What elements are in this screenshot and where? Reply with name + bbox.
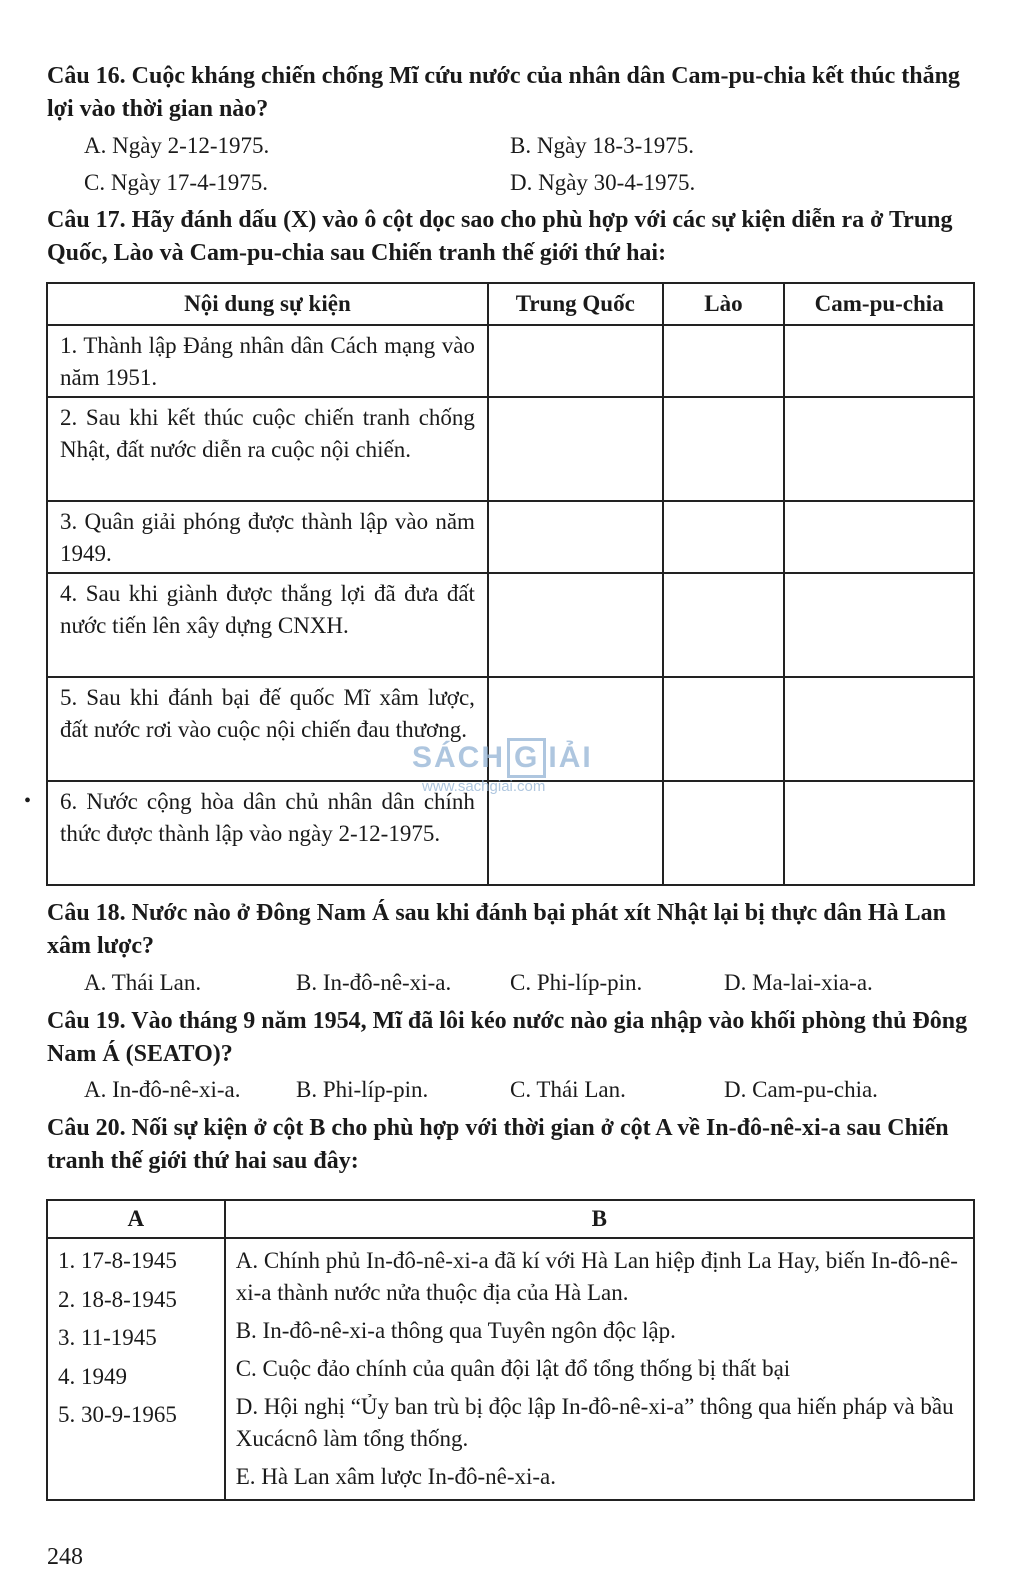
q20-header-row [47, 1200, 974, 1238]
q20-event-b: B. In-đô-nê-xi-a thông qua Tuyên ngôn độc lập. [235, 1318, 676, 1343]
table-row [47, 397, 974, 501]
q17-cell-laos[interactable] [663, 677, 785, 781]
q17-cell-china[interactable] [488, 397, 663, 501]
q17-header-row [47, 283, 974, 325]
q16-option-a: A. Ngày 2-12-1975. [84, 133, 270, 158]
q20-event-c: C. Cuộc đảo chính của quân đội lật đổ tổng thống bị thất bại [235, 1356, 791, 1381]
q17-row-6-text: 6. Nước cộng hòa dân chủ nhân dân chính thức được thành lập vào ngày 2-12-1975. [47, 781, 488, 885]
q17-cell-cambodia[interactable] [784, 397, 974, 501]
q19-option-c: C. Thái Lan. [510, 1077, 626, 1102]
q16-option-b: B. Ngày 18-3-1975. [510, 133, 694, 158]
q17-header-content: Nội dung sự kiện [47, 283, 488, 325]
q20-table [46, 1199, 975, 1501]
q19-option-d: D. Cam-pu-chia. [724, 1077, 878, 1102]
q20-column-a [47, 1238, 225, 1500]
table-row [47, 501, 974, 573]
q17-cell-china[interactable] [488, 781, 663, 885]
margin-dot: • [24, 790, 32, 812]
q20-date-2: 2. 18-8-1945 [58, 1286, 177, 1312]
q17-cell-laos[interactable] [663, 573, 785, 677]
q18-option-a: A. Thái Lan. [84, 970, 202, 995]
q20-column-b [225, 1238, 974, 1500]
q19-option-b: B. Phi-líp-pin. [296, 1077, 429, 1102]
q20-event-d: D. Hội nghị “Ủy ban trù bị độc lập In-đô-nê-xi-a” thông qua hiến pháp và bầu Xucácnô làm tổng thống. [235, 1394, 954, 1451]
q17-cell-cambodia[interactable] [784, 325, 974, 397]
watermark-logo [412, 738, 593, 795]
q18-option-b: B. In-đô-nê-xi-a. [296, 970, 452, 995]
q17-cell-china[interactable] [488, 573, 663, 677]
q17-cell-laos[interactable] [663, 325, 785, 397]
q20-date-1: 1. 17-8-1945 [58, 1248, 177, 1273]
q17-cell-china[interactable] [488, 325, 663, 397]
q17-cell-laos[interactable] [663, 781, 785, 885]
q20-date-3: 3. 11-1945 [58, 1325, 157, 1350]
q19-option-a: A. In-đô-nê-xi-a. [84, 1077, 241, 1102]
q17-cell-cambodia[interactable] [784, 501, 974, 573]
q20-date-4: 4. 1949 [58, 1363, 127, 1389]
q17-header-laos: Lào [663, 283, 785, 325]
q17-cell-cambodia[interactable] [784, 781, 974, 885]
table-row [47, 325, 974, 397]
watermark-title: SÁCH G IẢI [412, 738, 593, 778]
table-row [47, 1238, 974, 1500]
question-17: Câu 17. Hãy đánh dấu (X) vào ô cột dọc sao cho phù hợp với các sự kiện diễn ra ở Trung Quốc, Lào và Cam-pu-chia sau Chiến tranh thế giới thứ hai: [47, 207, 953, 266]
q17-header-china: Trung Quốc [488, 283, 663, 325]
q17-cell-china[interactable] [488, 501, 663, 573]
q17-table [46, 282, 975, 886]
q17-row-4-text: 4. Sau khi giành được thắng lợi đã đưa đất nước tiến lên xây dựng CNXH. [47, 573, 488, 677]
q20-header-a: A [47, 1200, 225, 1238]
q17-cell-cambodia[interactable] [784, 677, 974, 781]
table-row [47, 781, 974, 885]
q20-header-b: B [225, 1200, 974, 1238]
q17-cell-laos[interactable] [663, 397, 785, 501]
q17-row-3-text: 3. Quân giải phóng được thành lập vào năm 1949. [47, 501, 488, 573]
q20-event-a: A. Chính phủ In-đô-nê-xi-a đã kí với Hà Lan hiệp định La Hay, biến In-đô-nê-xi-a thành nước nửa thuộc địa của Hà Lan. [235, 1248, 958, 1305]
question-16: Câu 16. Cuộc kháng chiến chống Mĩ cứu nước của nhân dân Cam-pu-chia kết thúc thắng lợi vào thời gian nào? [47, 63, 960, 122]
q16-option-d: D. Ngày 30-4-1975. [510, 170, 696, 195]
question-19: Câu 19. Vào tháng 9 năm 1954, Mĩ đã lôi kéo nước nào gia nhập vào khối phòng thủ Đông Nam Á (SEATO)? [47, 1008, 968, 1067]
page-number: 248 [47, 1544, 83, 1570]
q17-header-cambodia: Cam-pu-chia [784, 283, 974, 325]
q18-option-d: D. Ma-lai-xia-a. [724, 970, 873, 995]
watermark-url: www.sachgiai.com [422, 778, 546, 795]
q17-cell-laos[interactable] [663, 501, 785, 573]
table-row [47, 573, 974, 677]
question-20: Câu 20. Nối sự kiện ở cột B cho phù hợp với thời gian ở cột A về In-đô-nê-xi-a sau Chiến tranh thế giới thứ hai sau đây: [47, 1115, 949, 1174]
question-18: Câu 18. Nước nào ở Đông Nam Á sau khi đánh bại phát xít Nhật lại bị thực dân Hà Lan xâm lược? [47, 900, 946, 959]
q17-row-5-text: 5. Sau khi đánh bại đế quốc Mĩ xâm lược, đất nước rơi vào cuộc nội chiến đau thương. [47, 677, 488, 781]
q17-row-1-text: 1. Thành lập Đảng nhân dân Cách mạng vào năm 1951. [47, 325, 488, 397]
q20-event-e: E. Hà Lan xâm lược In-đô-nê-xi-a. [235, 1464, 557, 1489]
q17-cell-cambodia[interactable] [784, 573, 974, 677]
q18-option-c: C. Phi-líp-pin. [510, 970, 643, 995]
q17-row-2-text: 2. Sau khi kết thúc cuộc chiến tranh chống Nhật, đất nước diễn ra cuộc nội chiến. [47, 397, 488, 501]
q20-date-5: 5. 30-9-1965 [58, 1402, 177, 1427]
q16-option-c: C. Ngày 17-4-1975. [84, 170, 268, 195]
